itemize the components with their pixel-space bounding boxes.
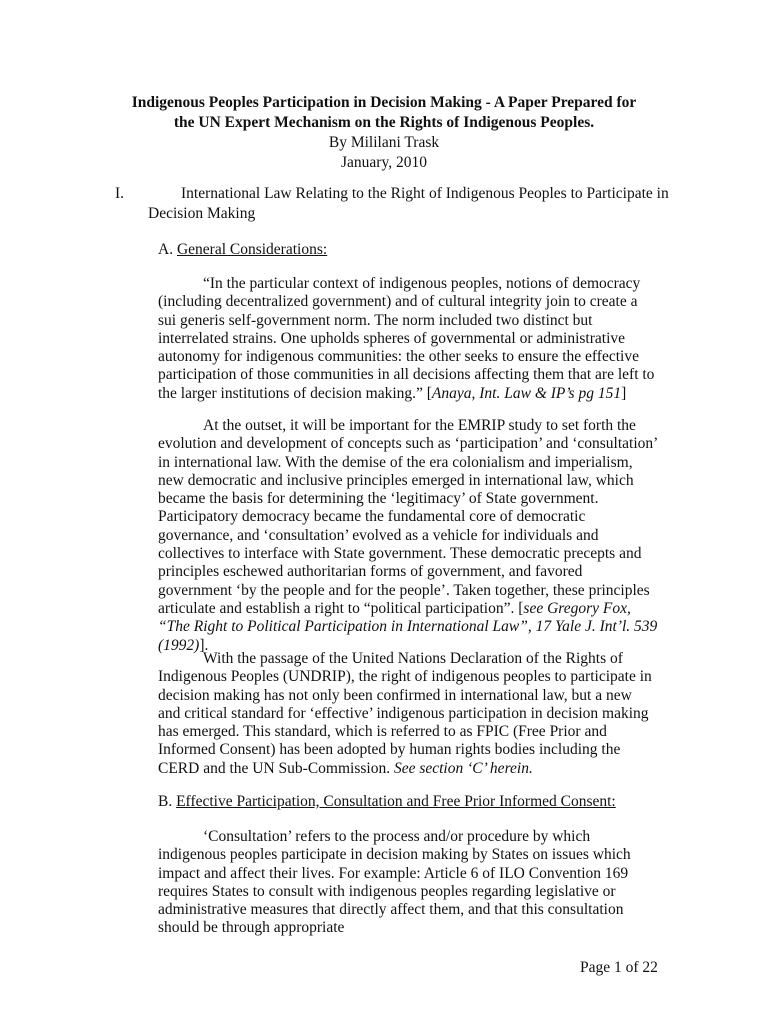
subsection-a-heading <box>158 240 327 260</box>
paragraph-3-citation: See section ‘C’ herein. <box>393 759 533 777</box>
author-byline: By Mililani Trask <box>328 134 440 151</box>
paragraph-3-text: With the passage of the United Nations Declaration of the Rights of Indigenous Peoples (UNDRIP), the right of indigenous peoples to participate in decision making has not only been confirmed in international law, but a new and critical standard for ‘effective’ indigenous participation in decision making has emerged. This standard, which is referred to as FPIC (Free Prior and Informed Consent) has been adopted by human rights bodies including the CERD and the UN Sub-Commission. <box>158 650 652 777</box>
paragraph-4-text: ‘Consultation’ refers to the process and/or procedure by which indigenous peoples participate in decision making by States on issues which impact and affect their lives. For example: Article 6 of ILO Convention 169 requires States to consult with indigenous peoples regarding legislative or administrative measures that directly affect them, and that this consultation should be through appropriate <box>158 828 631 937</box>
paper-date: January, 2010 <box>341 154 427 171</box>
page-number: Page 1 of 22 <box>580 959 658 976</box>
paper-title-line-1: Indigenous Peoples Participation in Decision Making - A Paper Prepared for <box>131 94 637 111</box>
paragraph-2-close: ]. <box>199 636 209 654</box>
title-block <box>60 93 708 173</box>
paragraph-2-text: At the outset, it will be important for the EMRIP study to set forth the evolution and development of concepts such as ‘participation’ and ‘consultation’ in international law. With the demise of the era colonialism and imperialism, new democratic and inclusive principles emerged in international law, which became the basis for determining the ‘legitimacy’ of State government. Participatory democracy became the fundamental core of democratic governance, and ‘consultation’ evolved as a vehicle for individuals and collectives to interface with State government. These democratic precepts and principles eschewed authoritarian forms of government, and favored government ‘by the people and for the people’. Taken together, these principles articulate and establish a right to “political participation”. [ <box>158 417 658 617</box>
paragraph-1-close: ] <box>621 384 627 402</box>
paragraph-undrip <box>158 650 658 778</box>
paragraph-1-text: “In the particular context of indigenous peoples, notions of democracy (including decentralized government) and of cultural integrity join to create a sui generis self-government norm. The norm included two distinct but interrelated strains. One upholds spheres of governmental or administrative autonomy for indigenous communities: the other seeks to ensure the effective participation of those communities in all decisions affecting them that are left to the larger institutions of decision making.” [ <box>158 275 655 402</box>
subsection-b-label: Effective Participation, Consultation and Free Prior Informed Consent: <box>176 793 616 810</box>
paper-title-line-2: the UN Expert Mechanism on the Rights of Indigenous Peoples. <box>173 114 595 131</box>
subsection-b-prefix: B. <box>158 793 177 810</box>
subsection-a-prefix: A. <box>158 241 177 258</box>
paragraph-quote <box>158 275 658 403</box>
paragraph-2-citation: see Gregory Fox, “The Right to Political Participation in International Law”, 17 Yale J. Int’l. 539 (1992) <box>158 599 658 654</box>
paragraph-1-citation: Anaya, Int. Law & IP’s pg 151 <box>431 384 622 402</box>
subsection-b-heading <box>158 792 616 812</box>
section-number: I. <box>115 185 125 202</box>
paragraph-outset <box>158 417 658 655</box>
section-title: International Law Relating to the Right of Indigenous Peoples to Participate in Decision Making <box>148 185 669 222</box>
subsection-a-label: General Considerations: <box>176 241 328 258</box>
paragraph-consultation <box>158 828 658 938</box>
